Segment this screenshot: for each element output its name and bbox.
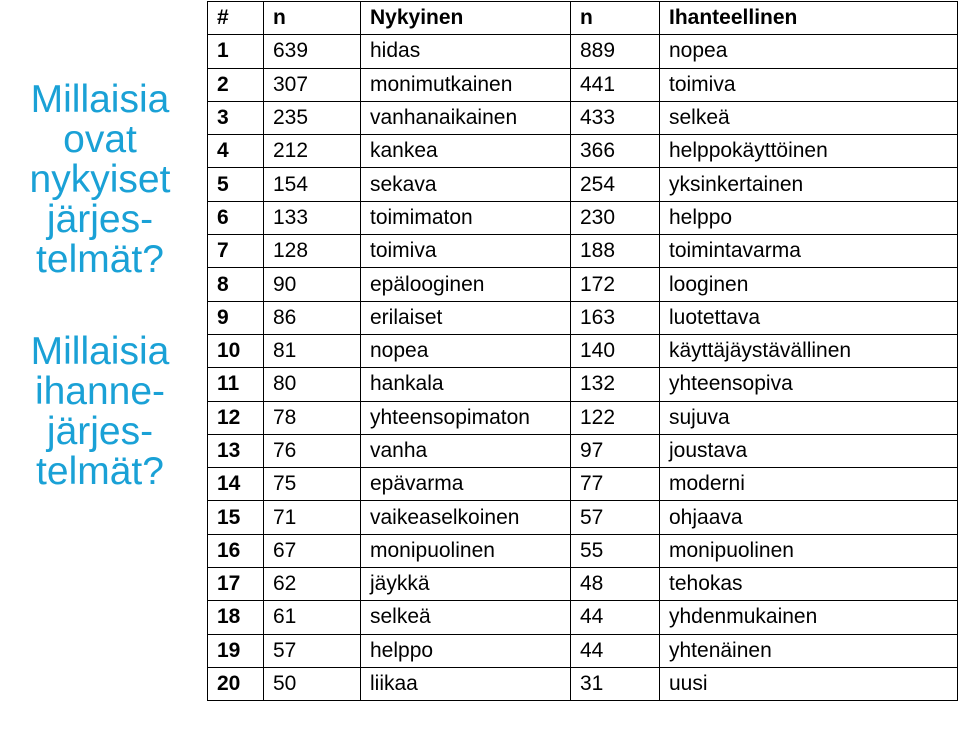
- cell-rank: 13: [208, 434, 264, 467]
- cell-rank: 7: [208, 235, 264, 268]
- question-line: nykyiset: [29, 158, 171, 201]
- cell-current-word: erilaiset: [361, 301, 571, 334]
- cell-count-current: 57: [264, 634, 361, 667]
- table-row: [208, 501, 958, 534]
- cell-ideal-word: moderni: [660, 468, 958, 501]
- cell-ideal-word: helppokäyttöinen: [660, 135, 958, 168]
- cell-ideal-word: luotettava: [660, 301, 958, 334]
- cell-ideal-word: toimiva: [660, 68, 958, 101]
- cell-count-current: 78: [264, 401, 361, 434]
- question-line: ovat: [63, 118, 137, 161]
- cell-count-current: 76: [264, 434, 361, 467]
- side-questions: [0, 80, 200, 492]
- cell-current-word: epävarma: [361, 468, 571, 501]
- table-row: [208, 101, 958, 134]
- cell-current-word: selkeä: [361, 601, 571, 634]
- cell-current-word: hidas: [361, 35, 571, 68]
- cell-count-ideal: 441: [571, 68, 660, 101]
- cell-count-ideal: 55: [571, 534, 660, 567]
- cell-ideal-word: joustava: [660, 434, 958, 467]
- cell-current-word: helppo: [361, 634, 571, 667]
- table-row: [208, 368, 958, 401]
- header-count-ideal: n: [571, 2, 660, 35]
- cell-count-current: 212: [264, 135, 361, 168]
- cell-rank: 15: [208, 501, 264, 534]
- question-line: järjes-: [46, 410, 154, 453]
- cell-rank: 10: [208, 334, 264, 367]
- cell-ideal-word: helppo: [660, 201, 958, 234]
- cell-count-current: 128: [264, 235, 361, 268]
- cell-ideal-word: yhteensopiva: [660, 368, 958, 401]
- cell-count-ideal: 188: [571, 235, 660, 268]
- table-row: [208, 667, 958, 700]
- cell-current-word: vaikeaselkoinen: [361, 501, 571, 534]
- cell-count-ideal: 889: [571, 35, 660, 68]
- cell-current-word: toimiva: [361, 235, 571, 268]
- question-line: järjes-: [46, 198, 154, 241]
- table-row: [208, 634, 958, 667]
- cell-rank: 3: [208, 101, 264, 134]
- table-row: [208, 434, 958, 467]
- cell-count-current: 90: [264, 268, 361, 301]
- cell-rank: 9: [208, 301, 264, 334]
- cell-count-ideal: 172: [571, 268, 660, 301]
- cell-current-word: epälooginen: [361, 268, 571, 301]
- table-row: [208, 268, 958, 301]
- cell-rank: 16: [208, 534, 264, 567]
- cell-count-current: 71: [264, 501, 361, 534]
- cell-current-word: nopea: [361, 334, 571, 367]
- cell-current-word: liikaa: [361, 667, 571, 700]
- table-row: [208, 135, 958, 168]
- cell-rank: 17: [208, 568, 264, 601]
- cell-current-word: sekava: [361, 168, 571, 201]
- cell-current-word: yhteensopimaton: [361, 401, 571, 434]
- cell-count-ideal: 366: [571, 135, 660, 168]
- cell-count-current: 307: [264, 68, 361, 101]
- cell-count-ideal: 433: [571, 101, 660, 134]
- cell-count-current: 154: [264, 168, 361, 201]
- question-line: telmät?: [36, 450, 164, 493]
- table-row: [208, 401, 958, 434]
- cell-rank: 1: [208, 35, 264, 68]
- cell-count-current: 62: [264, 568, 361, 601]
- question-line: telmät?: [36, 238, 164, 281]
- cell-count-ideal: 230: [571, 201, 660, 234]
- cell-count-ideal: 122: [571, 401, 660, 434]
- question-line: Millaisia: [30, 78, 170, 121]
- cell-count-current: 639: [264, 35, 361, 68]
- cell-count-current: 75: [264, 468, 361, 501]
- cell-count-ideal: 132: [571, 368, 660, 401]
- table-header-row: [208, 2, 958, 35]
- cell-current-word: toimimaton: [361, 201, 571, 234]
- cell-current-word: jäykkä: [361, 568, 571, 601]
- cell-count-ideal: 140: [571, 334, 660, 367]
- cell-rank: 4: [208, 135, 264, 168]
- cell-count-ideal: 163: [571, 301, 660, 334]
- cell-ideal-word: yhdenmukainen: [660, 601, 958, 634]
- cell-ideal-word: looginen: [660, 268, 958, 301]
- cell-rank: 19: [208, 634, 264, 667]
- header-count-current: n: [264, 2, 361, 35]
- cell-count-ideal: 44: [571, 634, 660, 667]
- cell-rank: 2: [208, 68, 264, 101]
- cell-ideal-word: monipuolinen: [660, 534, 958, 567]
- cell-ideal-word: yksinkertainen: [660, 168, 958, 201]
- header-ideal: Ihanteellinen: [660, 2, 958, 35]
- cell-current-word: monipuolinen: [361, 534, 571, 567]
- cell-rank: 11: [208, 368, 264, 401]
- cell-count-current: 81: [264, 334, 361, 367]
- cell-count-ideal: 254: [571, 168, 660, 201]
- cell-ideal-word: käyttäjäystävällinen: [660, 334, 958, 367]
- table-row: [208, 334, 958, 367]
- cell-count-current: 50: [264, 667, 361, 700]
- table-row: [208, 235, 958, 268]
- cell-rank: 14: [208, 468, 264, 501]
- cell-rank: 5: [208, 168, 264, 201]
- cell-count-ideal: 77: [571, 468, 660, 501]
- cell-count-current: 67: [264, 534, 361, 567]
- header-current: Nykyinen: [361, 2, 571, 35]
- table-row: [208, 68, 958, 101]
- word-frequency-table: [207, 1, 958, 701]
- table-row: [208, 301, 958, 334]
- cell-ideal-word: toimintavarma: [660, 235, 958, 268]
- cell-ideal-word: selkeä: [660, 101, 958, 134]
- cell-current-word: monimutkainen: [361, 68, 571, 101]
- cell-rank: 20: [208, 667, 264, 700]
- table-row: [208, 168, 958, 201]
- cell-current-word: vanhanaikainen: [361, 101, 571, 134]
- cell-ideal-word: uusi: [660, 667, 958, 700]
- cell-ideal-word: tehokas: [660, 568, 958, 601]
- cell-current-word: vanha: [361, 434, 571, 467]
- cell-ideal-word: nopea: [660, 35, 958, 68]
- cell-count-ideal: 97: [571, 434, 660, 467]
- cell-rank: 12: [208, 401, 264, 434]
- cell-count-ideal: 31: [571, 667, 660, 700]
- cell-ideal-word: yhtenäinen: [660, 634, 958, 667]
- cell-rank: 18: [208, 601, 264, 634]
- question-ideal-systems: [0, 332, 200, 492]
- cell-count-current: 235: [264, 101, 361, 134]
- question-line: Millaisia: [30, 330, 170, 373]
- cell-ideal-word: sujuva: [660, 401, 958, 434]
- cell-count-current: 86: [264, 301, 361, 334]
- table-row: [208, 601, 958, 634]
- cell-rank: 6: [208, 201, 264, 234]
- cell-count-current: 80: [264, 368, 361, 401]
- cell-count-current: 133: [264, 201, 361, 234]
- cell-count-current: 61: [264, 601, 361, 634]
- table-row: [208, 568, 958, 601]
- cell-count-ideal: 44: [571, 601, 660, 634]
- cell-count-ideal: 57: [571, 501, 660, 534]
- header-rank: #: [208, 2, 264, 35]
- table-row: [208, 468, 958, 501]
- cell-current-word: kankea: [361, 135, 571, 168]
- question-current-systems: [0, 80, 200, 280]
- cell-ideal-word: ohjaava: [660, 501, 958, 534]
- cell-count-ideal: 48: [571, 568, 660, 601]
- table-row: [208, 534, 958, 567]
- table-body: [208, 35, 958, 701]
- table-row: [208, 35, 958, 68]
- table-row: [208, 201, 958, 234]
- cell-current-word: hankala: [361, 368, 571, 401]
- cell-rank: 8: [208, 268, 264, 301]
- question-line: ihanne-: [34, 370, 166, 413]
